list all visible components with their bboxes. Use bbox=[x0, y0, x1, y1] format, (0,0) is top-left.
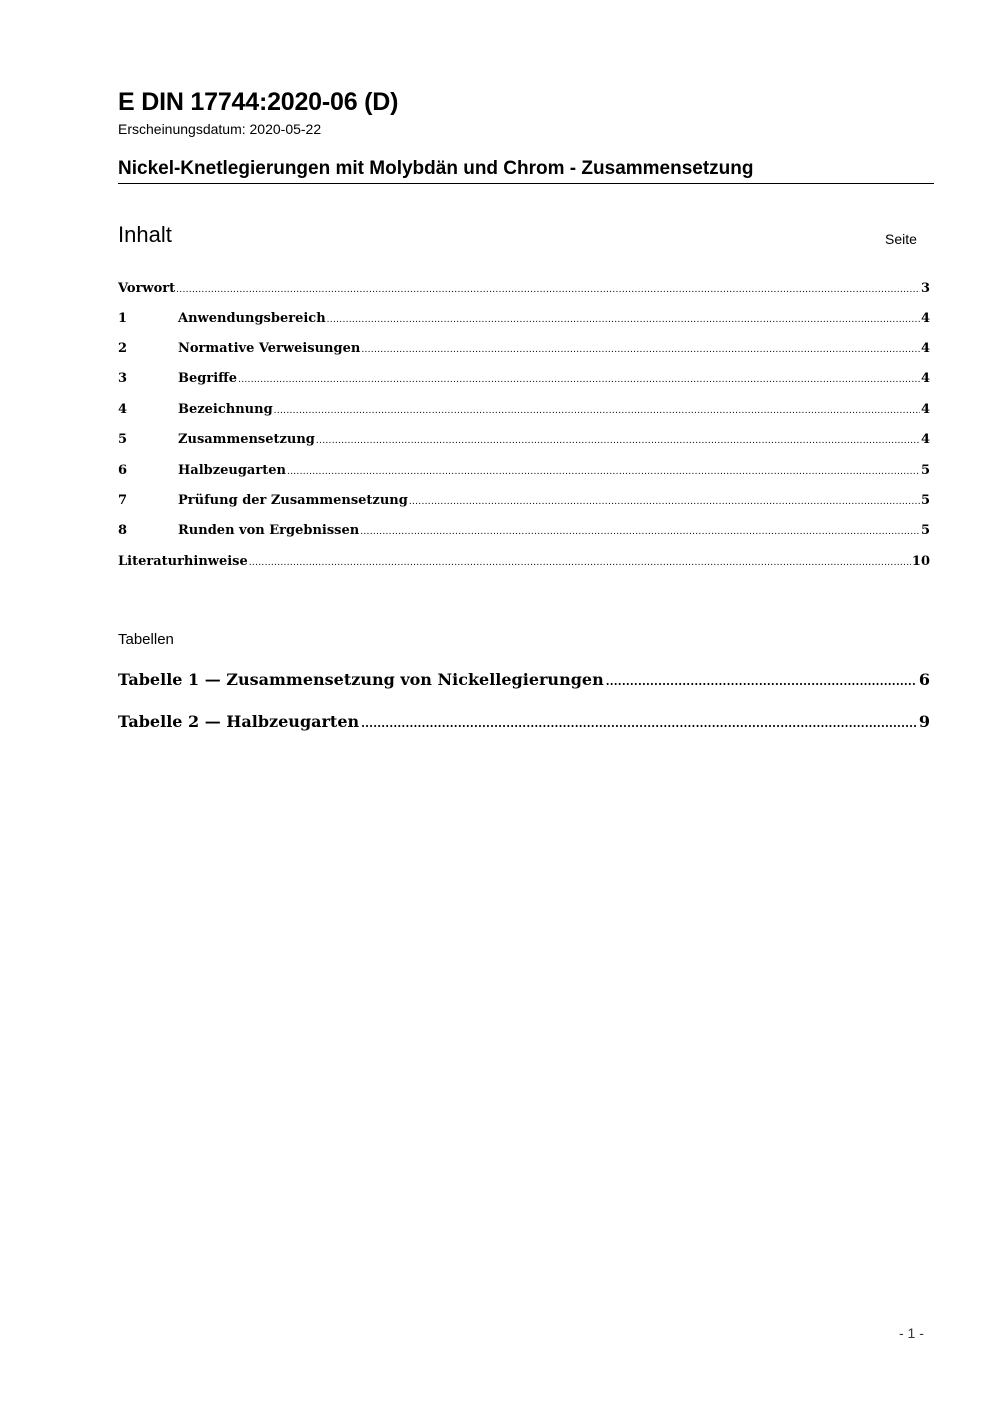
dot-leader bbox=[316, 437, 920, 446]
toc-entry-page: 10 bbox=[911, 554, 930, 569]
toc-entry-label: Anwendungsbereich bbox=[178, 311, 326, 326]
dot-leader bbox=[409, 498, 920, 507]
toc-entry-number: 3 bbox=[118, 371, 128, 386]
toc-entry-page: 4 bbox=[920, 371, 930, 386]
table-entry-label: Tabelle 2 — Halbzeugarten bbox=[118, 712, 360, 731]
dot-leader bbox=[360, 528, 920, 537]
toc-entry-number: 8 bbox=[118, 523, 128, 538]
toc-entry-6[interactable] bbox=[118, 463, 930, 478]
toc-entry-1[interactable] bbox=[118, 311, 930, 326]
toc-entry-number: 7 bbox=[118, 493, 128, 508]
toc-entry-page: 4 bbox=[920, 402, 930, 417]
toc-entry-3[interactable] bbox=[118, 371, 930, 386]
page-column-label: Seite bbox=[885, 231, 917, 247]
toc-entry-vorwort[interactable] bbox=[118, 281, 930, 296]
toc-entry-number: 2 bbox=[118, 341, 128, 356]
toc-entry-page: 5 bbox=[920, 493, 930, 508]
toc-heading: Inhalt bbox=[118, 222, 172, 247]
dot-leader bbox=[238, 376, 920, 385]
toc-entry-page: 4 bbox=[920, 311, 930, 326]
table-entry-page: 9 bbox=[918, 712, 930, 731]
toc-entry-label: Begriffe bbox=[178, 371, 238, 386]
table-entry-label: Tabelle 1 — Zusammensetzung von Nickellegierungen bbox=[118, 670, 604, 689]
document-title: Nickel-Knetlegierungen mit Molybdän und Chrom - Zusammensetzung bbox=[118, 158, 754, 179]
toc-entry-page: 4 bbox=[920, 341, 930, 356]
toc-entry-label: Prüfung der Zusammensetzung bbox=[178, 493, 408, 508]
toc-entry-number: 1 bbox=[118, 311, 128, 326]
dot-leader bbox=[606, 676, 917, 687]
publication-date: Erscheinungsdatum: 2020-05-22 bbox=[118, 121, 322, 137]
toc-entry-label: Normative Verweisungen bbox=[178, 341, 361, 356]
dot-leader bbox=[361, 346, 920, 355]
document-code: E DIN 17744:2020-06 (D) bbox=[118, 88, 399, 116]
toc-entry-4[interactable] bbox=[118, 402, 930, 417]
table-entry-page: 6 bbox=[918, 670, 930, 689]
toc-entry-5[interactable] bbox=[118, 432, 930, 447]
toc-entry-8[interactable] bbox=[118, 523, 930, 538]
tables-heading: Tabellen bbox=[118, 631, 174, 648]
table-entry-2[interactable] bbox=[118, 712, 930, 731]
toc-entry-page: 3 bbox=[920, 281, 930, 296]
toc-entry-page: 5 bbox=[920, 463, 930, 478]
toc-entry-label: Vorwort bbox=[118, 281, 176, 296]
toc-entry-page: 4 bbox=[920, 432, 930, 447]
dot-leader bbox=[327, 316, 920, 325]
toc-entry-7[interactable] bbox=[118, 493, 930, 508]
dot-leader bbox=[274, 407, 920, 416]
toc-entry-label: Runden von Ergebnissen bbox=[178, 523, 360, 538]
dot-leader bbox=[287, 468, 920, 477]
dot-leader bbox=[249, 559, 911, 568]
toc-entry-number: 6 bbox=[118, 463, 128, 478]
toc-entry-label: Zusammensetzung bbox=[178, 432, 315, 447]
page-number: - 1 - bbox=[899, 1325, 924, 1341]
toc-entry-2[interactable] bbox=[118, 341, 930, 356]
toc-entry-label: Literaturhinweise bbox=[118, 554, 248, 569]
dot-leader bbox=[176, 286, 920, 295]
table-entry-1[interactable] bbox=[118, 670, 930, 689]
toc-entry-label: Bezeichnung bbox=[178, 402, 273, 417]
toc-entry-page: 5 bbox=[920, 523, 930, 538]
title-divider bbox=[118, 183, 934, 184]
toc-entry-literaturhinweise[interactable] bbox=[118, 554, 930, 569]
toc-entry-number: 4 bbox=[118, 402, 128, 417]
dot-leader bbox=[361, 718, 917, 729]
toc-entry-number: 5 bbox=[118, 432, 128, 447]
toc-entry-label: Halbzeugarten bbox=[178, 463, 286, 478]
